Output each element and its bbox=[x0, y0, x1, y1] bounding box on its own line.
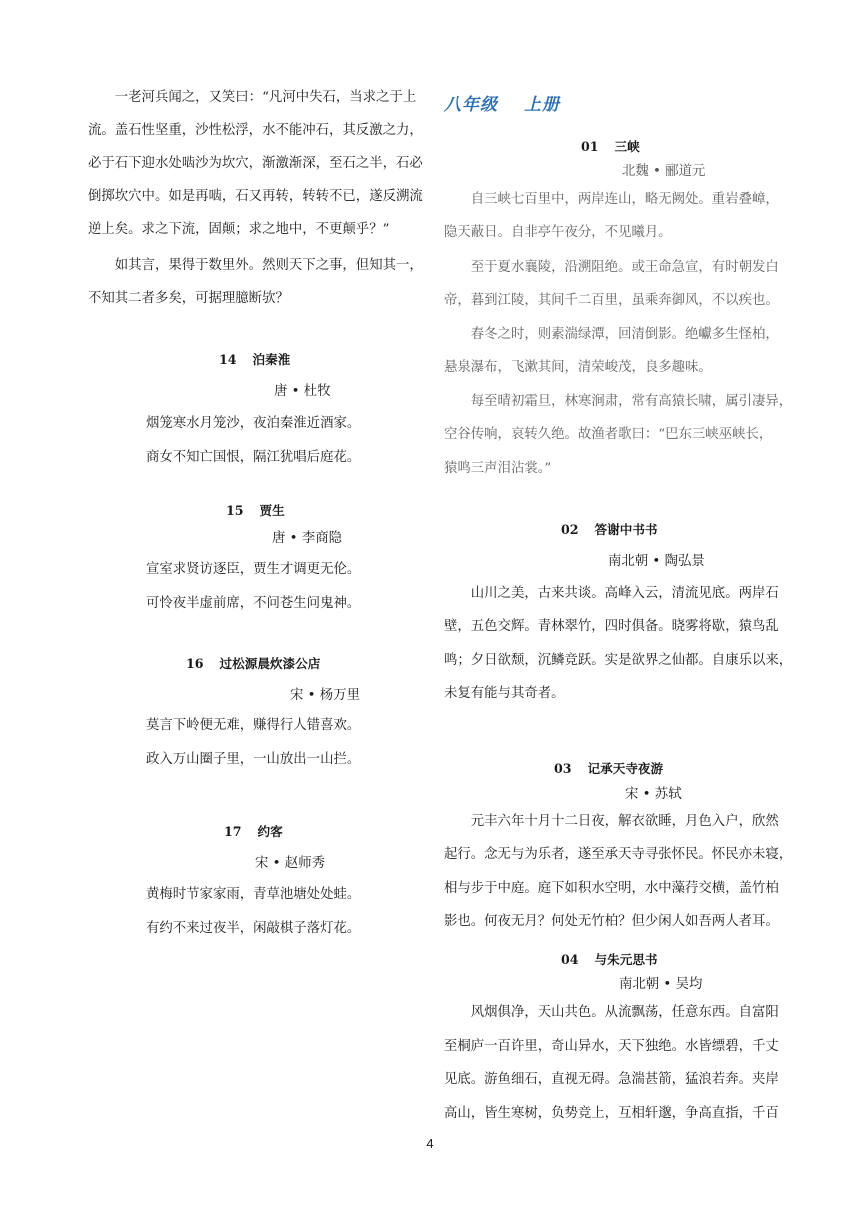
essay-line: 每至晴初霜旦，林寒涧肃，常有高猿长啸，属引凄异， bbox=[444, 394, 793, 409]
grade-label: 八年级 bbox=[444, 95, 498, 115]
intro-line: 必于石下迎水处啮沙为坎穴，渐激渐深，至石之半，石必 bbox=[88, 156, 423, 171]
essay-line: 高山，皆生寒树，负势竞上，互相轩邈，争高直指，千百 bbox=[444, 1106, 779, 1121]
poem-title bbox=[224, 821, 283, 840]
section-heading bbox=[444, 90, 586, 115]
intro-line: 逆上矣。求之下流，固颠；求之地中，不更颠乎？” bbox=[88, 222, 390, 237]
poem-line: 宣室求贤访逐臣，贾生才调更无伦。 bbox=[146, 562, 361, 577]
essay-line: 至桐庐一百许里，奇山异水，天下独绝。水皆缥碧，千丈 bbox=[444, 1039, 779, 1054]
poem-title-text: 过松源晨炊漆公店 bbox=[219, 656, 321, 671]
essay-line: 至于夏水襄陵，沿溯阻绝。或王命急宣，有时朝发白 bbox=[444, 260, 779, 275]
essay-line: 未复有能与其奇者。 bbox=[444, 686, 565, 701]
intro-line: 流。盖石性坚重，沙性松浮，水不能冲石，其反激之力， bbox=[88, 123, 423, 138]
essay-line: 鸣；夕日欲颓，沉鳞竞跃。实是欲界之仙都。自康乐以来， bbox=[444, 653, 793, 668]
poem-line: 可怜夜半虚前席，不问苍生问鬼神。 bbox=[146, 596, 361, 611]
poem-title-text: 贾生 bbox=[259, 503, 285, 518]
poem-author: 唐 • 李商隐 bbox=[272, 531, 342, 546]
poem-title bbox=[186, 653, 320, 672]
intro-line: 倒掷坎穴中。如是再啮，石又再转，转转不已，遂反溯流 bbox=[88, 189, 423, 204]
essay-number: 03 bbox=[554, 761, 572, 776]
essay-number: 01 bbox=[581, 139, 599, 154]
essay-title-text: 记承天寺夜游 bbox=[587, 761, 664, 776]
poem-title bbox=[219, 349, 290, 368]
essay-title bbox=[581, 136, 640, 155]
essay-line: 相与步于中庭。庭下如积水空明，水中藻荇交横，盖竹柏 bbox=[444, 881, 779, 896]
essay-title-text: 答谢中书书 bbox=[594, 522, 658, 537]
poem-number: 14 bbox=[219, 352, 237, 367]
essay-line: 壁，五色交辉。青林翠竹，四时俱备。晓雾将歇，猿鸟乱 bbox=[444, 619, 779, 634]
poem-title-text: 约客 bbox=[257, 824, 283, 839]
essay-number: 02 bbox=[561, 522, 579, 537]
poem-number: 17 bbox=[224, 824, 242, 839]
essay-number: 04 bbox=[561, 952, 579, 967]
poem-line: 烟笼寒水月笼沙，夜泊秦淮近酒家。 bbox=[146, 416, 361, 431]
intro-line: 不知其二者多矣，可据理臆断欤？ bbox=[88, 291, 289, 306]
essay-line: 自三峡七百里中，两岸连山，略无阙处。重岩叠嶂， bbox=[444, 192, 779, 207]
essay-author: 南北朝 • 陶弘景 bbox=[608, 554, 705, 569]
poem-number: 16 bbox=[186, 656, 204, 671]
essay-line: 山川之美，古来共谈。高峰入云，清流见底。两岸石 bbox=[444, 586, 779, 601]
poem-author: 宋 • 赵师秀 bbox=[255, 856, 325, 871]
essay-line: 猿鸣三声泪沾裳。” bbox=[444, 461, 552, 476]
essay-line: 隐天蔽日。自非亭午夜分，不见曦月。 bbox=[444, 225, 672, 240]
essay-line: 帝，暮到江陵，其间千二百里，虽乘奔御风，不以疾也。 bbox=[444, 293, 779, 308]
essay-line: 元丰六年十月十二日夜，解衣欲睡，月色入户，欣然 bbox=[444, 814, 779, 829]
intro-line: 如其言，果得于数里外。然则天下之事，但知其一， bbox=[88, 258, 423, 273]
poem-line: 政入万山圈子里，一山放出一山拦。 bbox=[146, 752, 361, 767]
poem-title bbox=[226, 500, 285, 519]
essay-title bbox=[561, 519, 658, 538]
poem-number: 15 bbox=[226, 503, 244, 518]
essay-title bbox=[561, 949, 658, 968]
essay-author: 南北朝 • 吴均 bbox=[619, 977, 703, 992]
essay-line: 起行。念无与为乐者，遂至承天寺寻张怀民。怀民亦未寝， bbox=[444, 847, 793, 862]
poem-line: 商女不知亡国恨，隔江犹唱后庭花。 bbox=[146, 450, 361, 465]
essay-line: 空谷传响，哀转久绝。故渔者歌曰：“巴东三峡巫峡长， bbox=[444, 427, 773, 442]
essay-author: 宋 • 苏轼 bbox=[625, 787, 682, 802]
poem-line: 黄梅时节家家雨，青草池塘处处蛙。 bbox=[146, 887, 361, 902]
intro-line: 一老河兵闻之，又笑曰：“凡河中失石，当求之于上 bbox=[88, 90, 417, 105]
volume-label: 上册 bbox=[524, 95, 560, 115]
essay-title bbox=[554, 758, 663, 777]
poem-author: 唐 • 杜牧 bbox=[274, 384, 331, 399]
page-number: 4 bbox=[426, 1136, 434, 1151]
essay-line: 风烟俱净，天山共色。从流飘荡，任意东西。自富阳 bbox=[444, 1005, 779, 1020]
poem-line: 有约不来过夜半，闲敲棋子落灯花。 bbox=[146, 921, 361, 936]
essay-author: 北魏 • 郦道元 bbox=[622, 164, 706, 179]
essay-line: 春冬之时，则素湍绿潭，回清倒影。绝巘多生怪柏， bbox=[444, 327, 779, 342]
essay-line: 影也。何夜无月？何处无竹柏？但少闲人如吾两人者耳。 bbox=[444, 914, 779, 929]
essay-line: 悬泉瀑布，飞漱其间，清荣峻茂，良多趣味。 bbox=[444, 360, 712, 375]
essay-line: 见底。游鱼细石，直视无碍。急湍甚箭，猛浪若奔。夹岸 bbox=[444, 1072, 779, 1087]
poem-title-text: 泊秦淮 bbox=[252, 352, 291, 367]
essay-title-text: 三峡 bbox=[614, 139, 640, 154]
poem-author: 宋 • 杨万里 bbox=[290, 688, 360, 703]
poem-line: 莫言下岭便无难，赚得行人错喜欢。 bbox=[146, 718, 361, 733]
essay-title-text: 与朱元思书 bbox=[594, 952, 658, 967]
